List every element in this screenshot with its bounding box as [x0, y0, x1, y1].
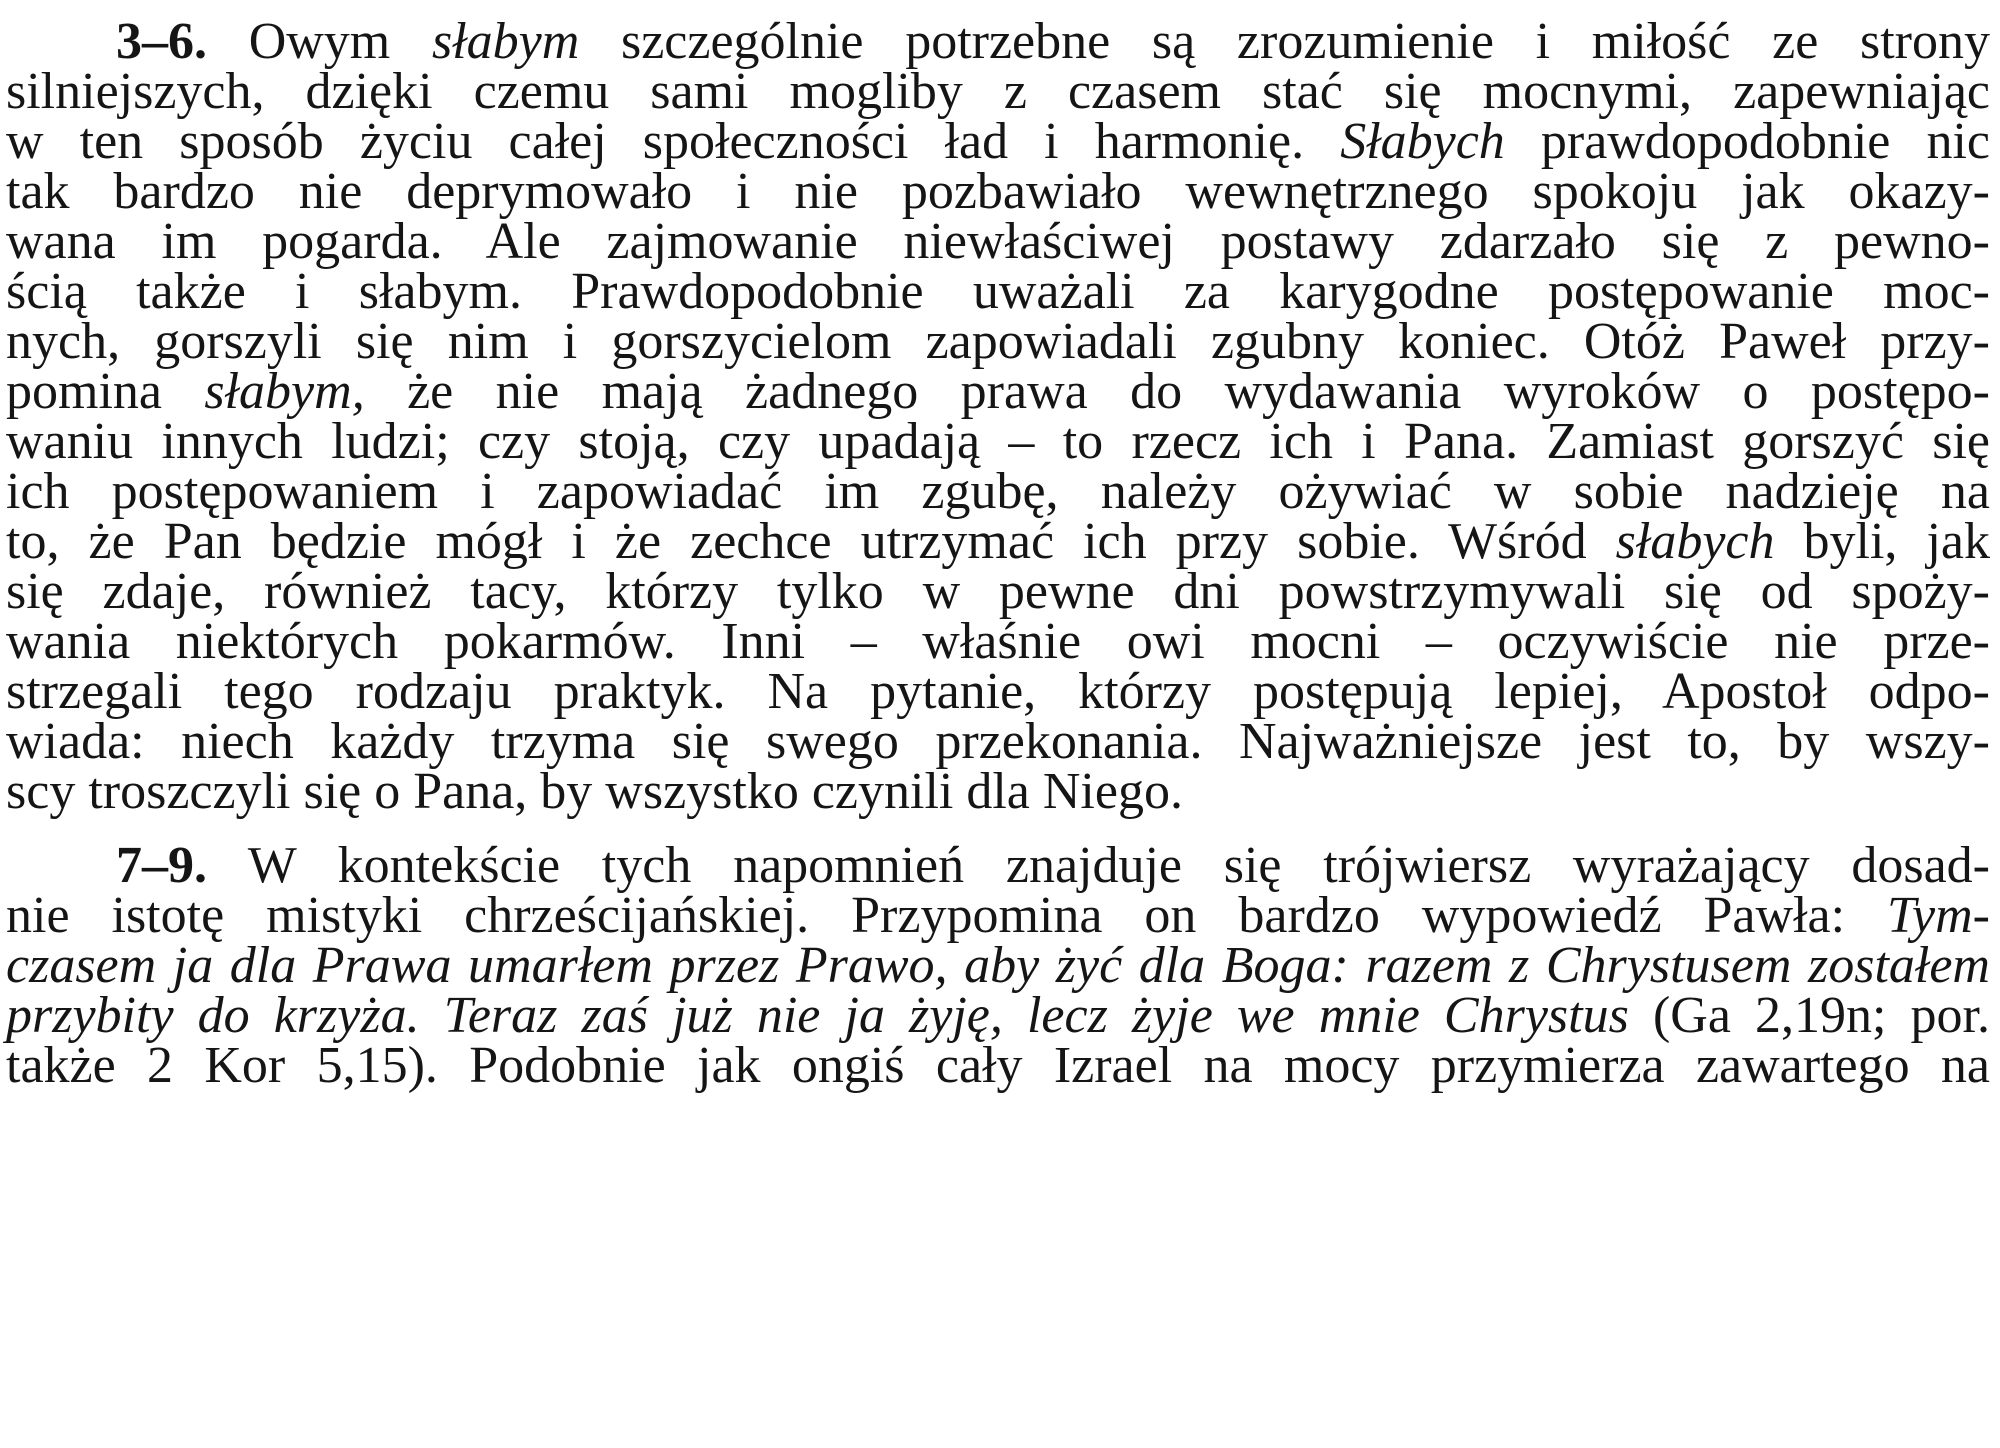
emphasis-text: Słabych	[1340, 113, 1505, 170]
emphasis-text: słabym,	[204, 363, 365, 420]
text-run: scy troszczyli się o Pana, by wszystko czynili dla Niego.	[6, 763, 1183, 820]
text-run: w ten sposób życiu całej społeczności ład i harmonię.	[6, 113, 1341, 170]
text-line	[6, 1030, 1990, 1102]
text-run: szczególnie potrzebne są zrozumienie i miłość ze strony	[579, 13, 1990, 70]
text-run: strzegali tego rodzaju praktyk. Na pytanie, którzy postępują lepiej, Apostoł odpo-	[6, 663, 1990, 720]
text-run: że nie mają żadnego prawa do wydawania wyroków o postępo-	[364, 363, 1990, 420]
emphasis-text: słabym	[431, 13, 580, 70]
text-run: Owym	[207, 13, 432, 70]
emphasis-text: słabych	[1615, 513, 1775, 570]
text-run: to, że Pan będzie mógł i że zechce utrzymać ich przy sobie. Wśród	[6, 513, 1616, 570]
text-run: także 2 Kor 5,15). Podobnie jak ongiś cały Izrael na mocy przymierza zawartego na	[6, 1037, 1990, 1094]
text-run: nie istotę mistyki chrześcijańskiej. Przypomina on bardzo wypowiedź Pawła:	[6, 887, 1887, 944]
text-run: tak bardzo nie deprymowało i nie pozbawiało wewnętrznego spokoju jak okazy-	[6, 163, 1990, 220]
text-run: byli, jak	[1774, 513, 1990, 570]
text-line	[6, 756, 1990, 828]
text-run: prawdopodobnie nic	[1504, 113, 1990, 170]
emphasis-text: Tym-	[1886, 887, 1990, 944]
quotation-text: przybity do krzyża. Teraz zaś już nie ja żyję, lecz żyje we mnie Chrystus	[6, 987, 1629, 1044]
quotation-text: czasem ja dla Prawa umarłem przez Prawo, aby żyć dla Boga: razem z Chrystusem zostałem	[6, 937, 1990, 994]
text-run: pomina	[6, 363, 205, 420]
text-run: ich postępowaniem i zapowiadać im zgubę, należy ożywiać w sobie nadzieję na	[6, 463, 1990, 520]
text-run: (Ga 2,19n; por.	[1628, 987, 1990, 1044]
text-run: wiada: niech każdy trzyma się swego przekonania. Najważniejsze jest to, by wszy-	[6, 713, 1990, 770]
verse-reference: 3–6.	[116, 13, 207, 70]
text-run: W kontekście tych napomnień znajduje się trójwiersz wyrażający dosad-	[207, 837, 1990, 894]
text-run: wania niektórych pokarmów. Inni – właśnie owi mocni – oczywiście nie prze-	[6, 613, 1990, 670]
text-run: silniejszych, dzięki czemu sami mogliby z czasem stać się mocnymi, zapewniając	[6, 63, 1990, 120]
text-run: nych, gorszyli się nim i gorszycielom zapowiadali zgubny koniec. Otóż Paweł przy-	[6, 313, 1990, 370]
text-run: ścią także i słabym. Prawdopodobnie uważali za karygodne postępowanie moc-	[6, 263, 1990, 320]
text-run: wana im pogarda. Ale zajmowanie niewłaściwej postawy zdarzało się z pewno-	[6, 213, 1990, 270]
text-run: się zdaje, również tacy, którzy tylko w pewne dni powstrzymywali się od spoży-	[6, 563, 1990, 620]
document-page	[6, 6, 1994, 1442]
text-run: waniu innych ludzi; czy stoją, czy upadają – to rzecz ich i Pana. Zamiast gorszyć się	[6, 413, 1990, 470]
verse-reference: 7–9.	[116, 837, 207, 894]
